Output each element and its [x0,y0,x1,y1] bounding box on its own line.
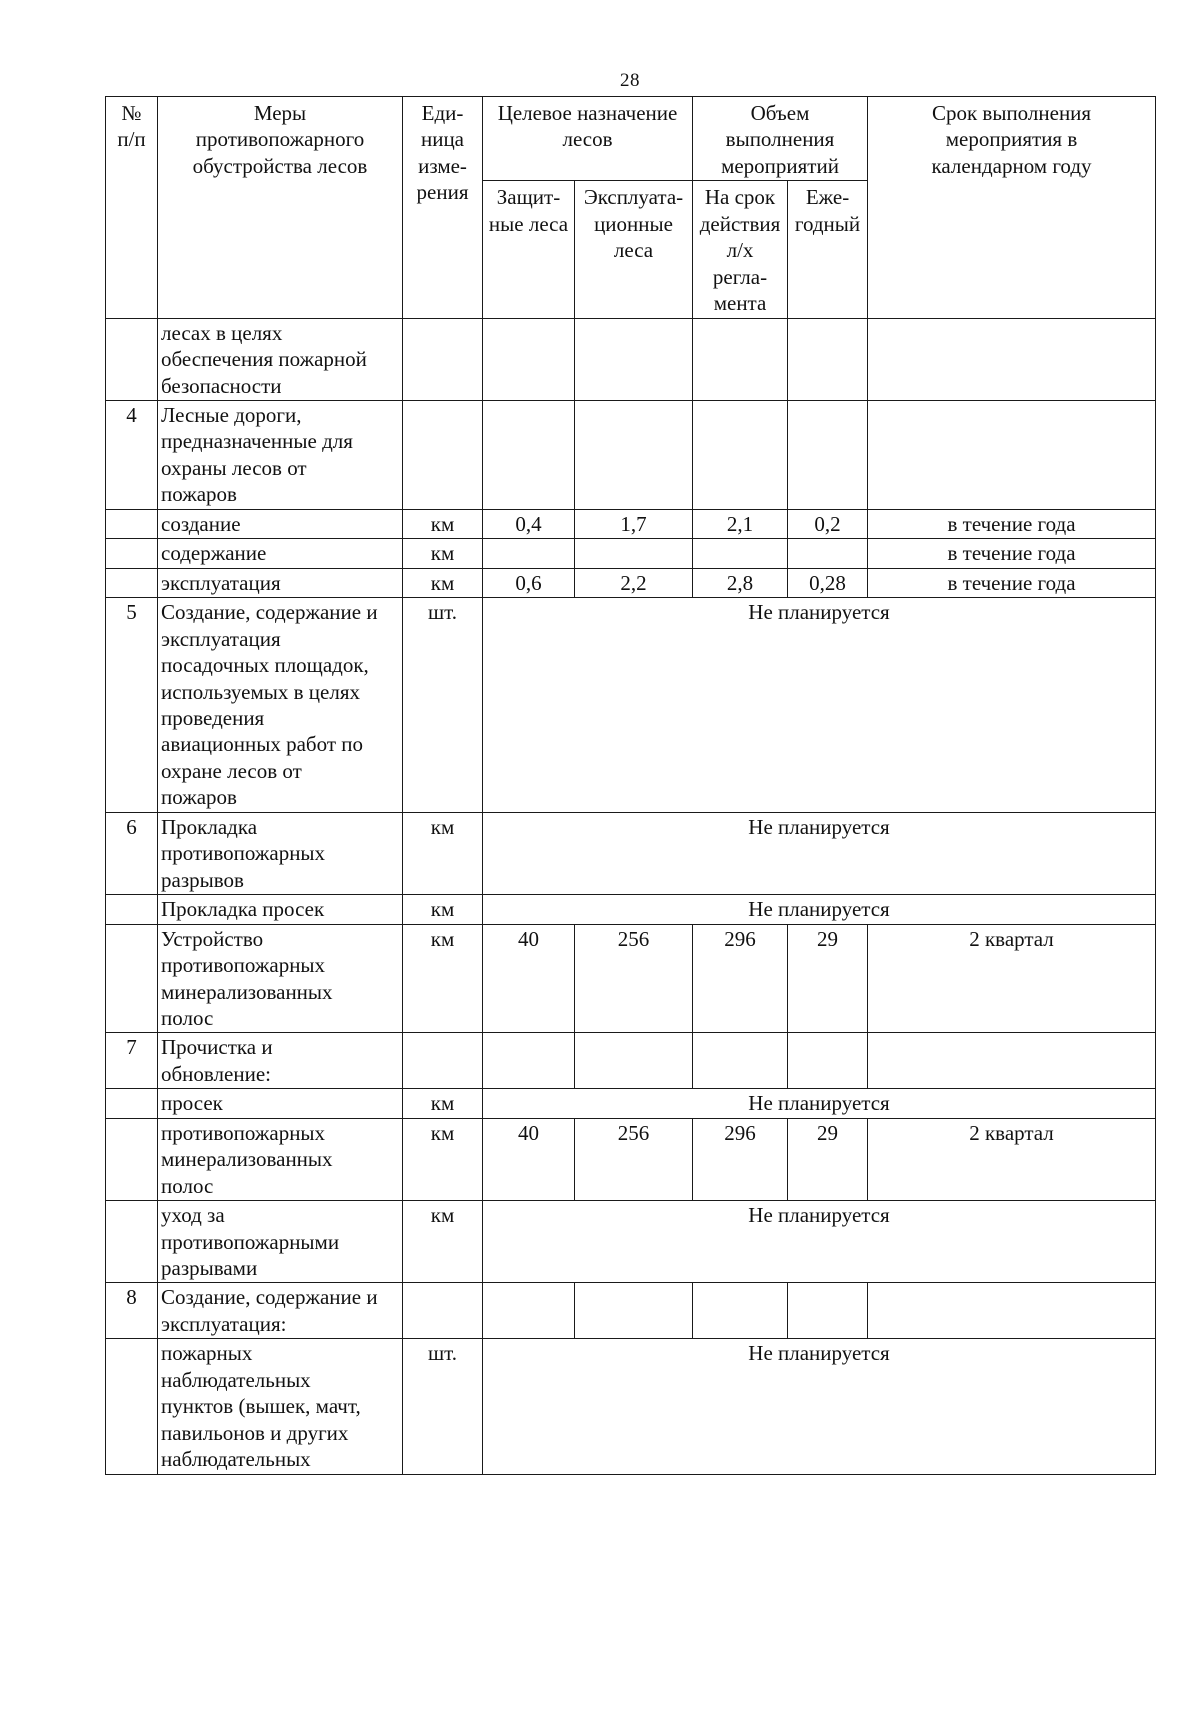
deadline-cell: 2 квартал [868,924,1156,1033]
protective-cell [483,400,575,509]
table-row [106,509,1156,538]
protective-cell [483,539,575,568]
table-row [106,539,1156,568]
annual-volume-cell [788,539,868,568]
table-row [106,400,1156,509]
unit-cell [403,318,483,400]
measure-cell: Создание, содержание и эксплуатация: [158,1283,403,1339]
annual-volume-cell [788,400,868,509]
operational-cell [575,539,693,568]
table-row [106,568,1156,597]
operational-cell: 256 [575,1118,693,1200]
measure-cell: противопожарных минерализованных полос [158,1118,403,1200]
row-number-cell [106,1118,158,1200]
unit-cell: км [403,924,483,1033]
annual-volume-cell [788,1033,868,1089]
term-volume-cell: 2,8 [693,568,788,597]
not-planned-cell: Не планируется [483,1201,1156,1283]
table-row [106,598,1156,813]
row-number-cell [106,895,158,924]
header-volume: Объем выполнения мероприятий [693,97,868,181]
unit-cell: км [403,568,483,597]
table-row [106,1283,1156,1339]
unit-cell: км [403,539,483,568]
measure-cell: лесах в целях обеспечения пожарной безопасности [158,318,403,400]
protective-cell: 40 [483,924,575,1033]
table-body [106,318,1156,1474]
annual-volume-cell [788,318,868,400]
unit-cell: км [403,1118,483,1200]
not-planned-cell: Не планируется [483,1089,1156,1118]
table-row [106,1201,1156,1283]
protective-cell [483,1283,575,1339]
term-volume-cell [693,539,788,568]
measure-cell: создание [158,509,403,538]
protective-cell [483,1033,575,1089]
measure-cell: Создание, содержание и эксплуатация посадочных площадок, используемых в целях проведения авиационных работ по охране лесов от пожаров [158,598,403,813]
protective-cell: 0,4 [483,509,575,538]
deadline-cell: 2 квартал [868,1118,1156,1200]
header-unit: Еди- ница изме- рения [403,97,483,319]
unit-cell: км [403,895,483,924]
annual-volume-cell: 0,2 [788,509,868,538]
operational-cell [575,400,693,509]
header-measures: Меры противопожарного обустройства лесов [158,97,403,319]
operational-cell [575,1033,693,1089]
unit-cell [403,1033,483,1089]
row-number-cell: 4 [106,400,158,509]
table-row [106,1033,1156,1089]
unit-cell: км [403,509,483,538]
deadline-cell: в течение года [868,509,1156,538]
deadline-cell: в течение года [868,568,1156,597]
header-annual: Еже- годный [788,181,868,318]
unit-cell [403,1283,483,1339]
row-number-cell [106,1201,158,1283]
operational-cell: 256 [575,924,693,1033]
unit-cell [403,400,483,509]
measure-cell: Устройство противопожарных минерализованных полос [158,924,403,1033]
term-volume-cell [693,1033,788,1089]
protective-cell: 40 [483,1118,575,1200]
row-number-cell: 6 [106,812,158,894]
header-num: № п/п [106,97,158,319]
table-row [106,1089,1156,1118]
unit-cell: шт. [403,598,483,813]
header-protective: Защит- ные леса [483,181,575,318]
measure-cell: содержание [158,539,403,568]
measure-cell: уход за противопожарными разрывами [158,1201,403,1283]
row-number-cell: 8 [106,1283,158,1339]
measure-cell: Прочистка и обновление: [158,1033,403,1089]
table-row [106,895,1156,924]
table-row [106,924,1156,1033]
operational-cell: 1,7 [575,509,693,538]
table-row [106,318,1156,400]
row-number-cell [106,1089,158,1118]
deadline-cell [868,1033,1156,1089]
measure-cell: просек [158,1089,403,1118]
deadline-cell [868,400,1156,509]
term-volume-cell [693,1283,788,1339]
header-term: На срок действия л/х регла- мента [693,181,788,318]
term-volume-cell [693,318,788,400]
row-number-cell [106,539,158,568]
measure-cell: Прокладка противопожарных разрывов [158,812,403,894]
not-planned-cell: Не планируется [483,1339,1156,1474]
annual-volume-cell: 29 [788,1118,868,1200]
table-row [106,812,1156,894]
row-number-cell [106,318,158,400]
protective-cell: 0,6 [483,568,575,597]
unit-cell: шт. [403,1339,483,1474]
annual-volume-cell: 29 [788,924,868,1033]
operational-cell [575,1283,693,1339]
not-planned-cell: Не планируется [483,812,1156,894]
unit-cell: км [403,1201,483,1283]
not-planned-cell: Не планируется [483,895,1156,924]
unit-cell: км [403,1089,483,1118]
row-number-cell [106,509,158,538]
annual-volume-cell: 0,28 [788,568,868,597]
row-number-cell: 5 [106,598,158,813]
annual-volume-cell [788,1283,868,1339]
operational-cell [575,318,693,400]
table-row [106,1118,1156,1200]
not-planned-cell: Не планируется [483,598,1156,813]
deadline-cell [868,318,1156,400]
header-deadline: Срок выполнения мероприятия в календарном году [868,97,1156,319]
term-volume-cell: 296 [693,924,788,1033]
measure-cell: эксплуатация [158,568,403,597]
measure-cell: Прокладка просек [158,895,403,924]
term-volume-cell: 2,1 [693,509,788,538]
row-number-cell [106,568,158,597]
header-operational: Эксплуата- ционные леса [575,181,693,318]
measure-cell: Лесные дороги, предназначенные для охраны лесов от пожаров [158,400,403,509]
operational-cell: 2,2 [575,568,693,597]
term-volume-cell: 296 [693,1118,788,1200]
deadline-cell [868,1283,1156,1339]
page-number: 28 [620,70,640,91]
row-number-cell [106,1339,158,1474]
table-row [106,1339,1156,1474]
measure-cell: пожарных наблюдательных пунктов (вышек, мачт, павильонов и других наблюдательных [158,1339,403,1474]
term-volume-cell [693,400,788,509]
row-number-cell: 7 [106,1033,158,1089]
header-purpose: Целевое назначение лесов [483,97,693,181]
fire-measures-table [105,96,1156,1475]
protective-cell [483,318,575,400]
row-number-cell [106,924,158,1033]
unit-cell: км [403,812,483,894]
deadline-cell: в течение года [868,539,1156,568]
